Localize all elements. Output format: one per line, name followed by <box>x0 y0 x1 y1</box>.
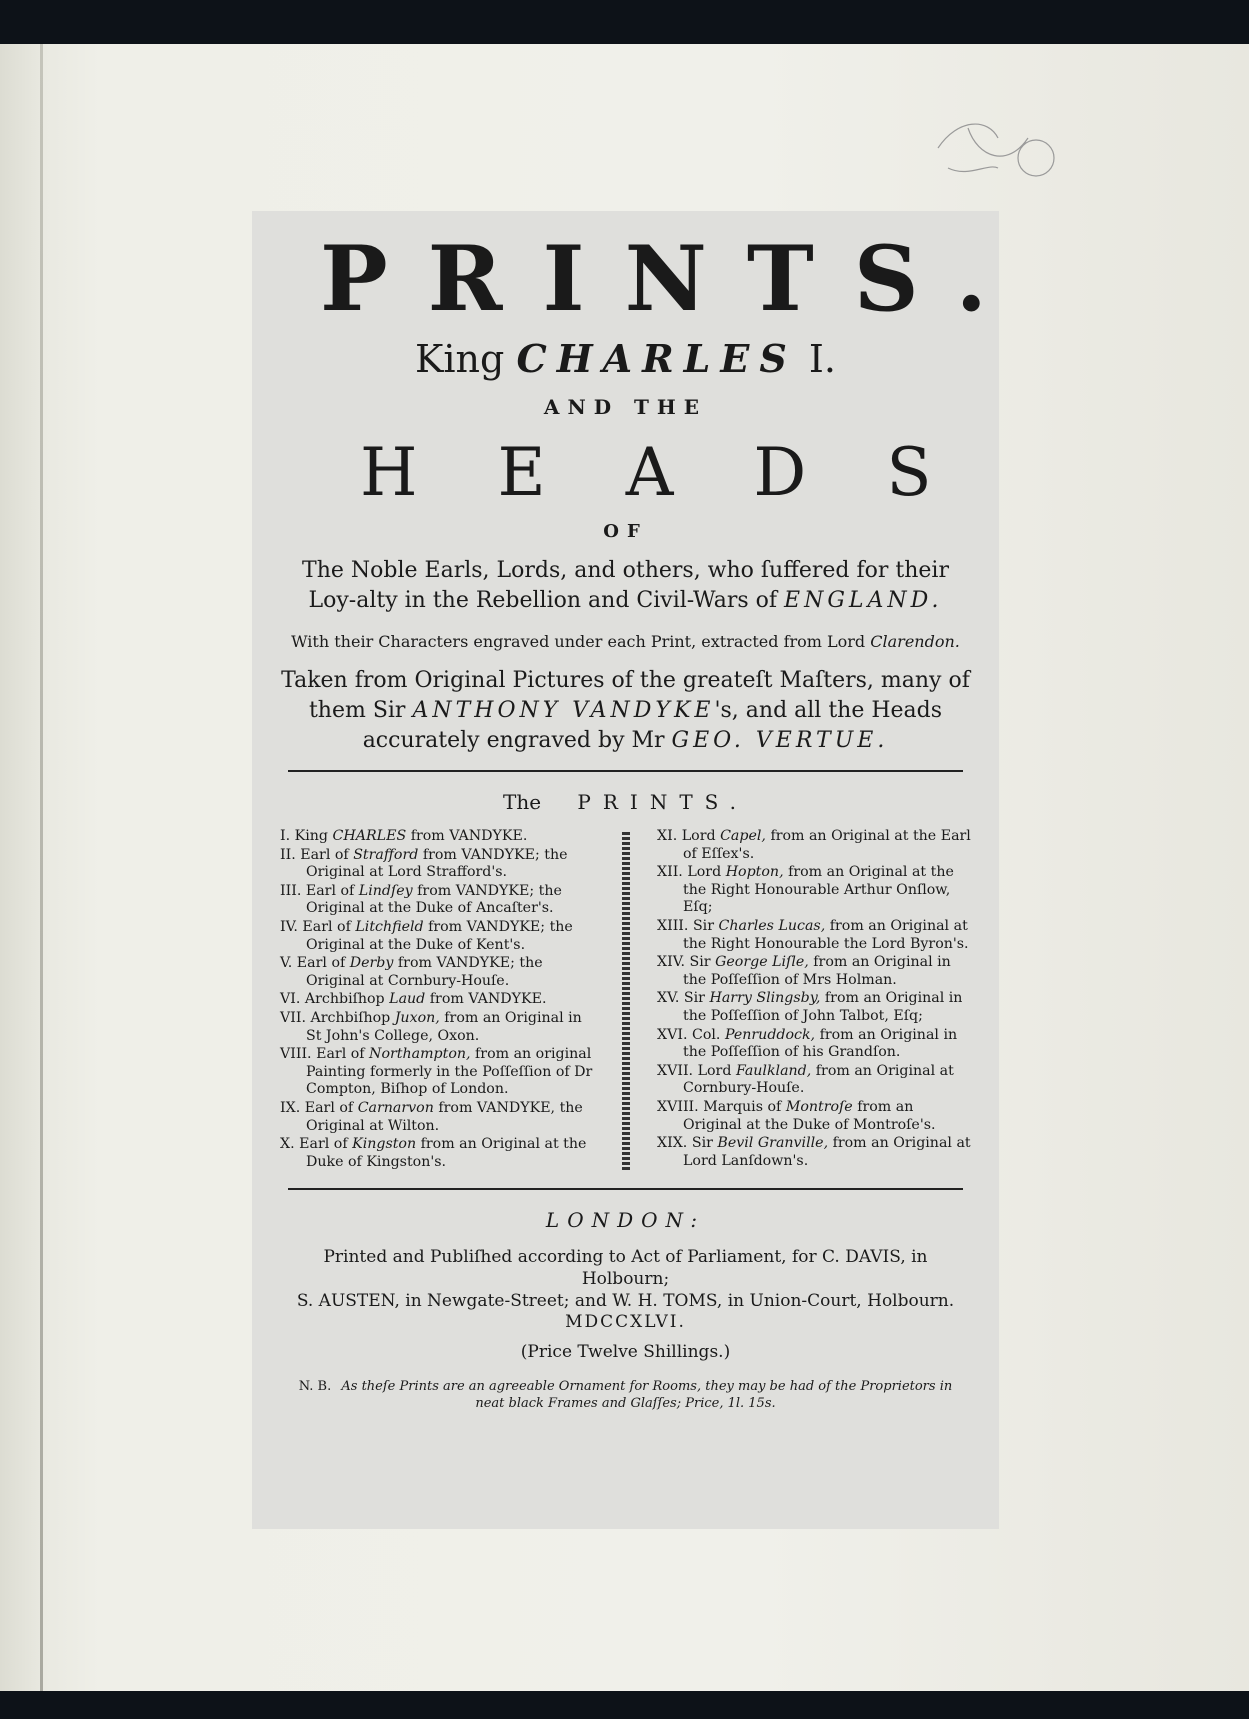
print-post: from an Original in the Poſſeſſion of Mrs Holman. <box>683 954 951 988</box>
list-item <box>657 918 971 953</box>
print-post: from an Original in the Poſſeſſion of his Grandſon. <box>683 1026 958 1061</box>
print-name: Carnarvon <box>357 1099 434 1116</box>
rule-bottom <box>288 1188 963 1190</box>
print-name: Faulkland, <box>735 1062 812 1079</box>
print-post: from VANDYKE; the Original at the Duke of Kent's. <box>306 918 573 953</box>
print-post: from an Original at the Right Honourable the Lord Byron's. <box>683 917 969 952</box>
pencil-annotation <box>928 108 1078 188</box>
print-num: XIV. <box>657 954 685 971</box>
nb-label: N. B. <box>298 1379 332 1395</box>
print-post: from VANDYKE; the Original at Lord Strafford's. <box>306 846 568 881</box>
taken-part1: Taken from Original Pictures of the greateſt Maſters, many of them Sir <box>281 668 970 723</box>
prints-list-left <box>280 828 594 1172</box>
subtitle-country: ENGLAND. <box>784 588 943 613</box>
print-name: Harry Slingsby, <box>709 990 821 1007</box>
print-post: from VANDYKE, the Original at Wilton. <box>306 1099 583 1134</box>
list-item <box>657 1099 971 1134</box>
heads-title: HEADS <box>360 434 1012 511</box>
print-num: I. <box>280 828 291 844</box>
imprint-text <box>280 1246 971 1312</box>
and-the-line: AND THE <box>543 395 708 419</box>
print-pre: King <box>294 828 328 844</box>
print-num: V. <box>280 955 293 972</box>
list-item <box>280 919 594 954</box>
print-name: Hopton, <box>725 864 784 881</box>
print-num: IX. <box>280 1099 301 1116</box>
print-pre: Earl of <box>316 1046 365 1063</box>
print-num: II. <box>280 846 296 863</box>
print-pre: Sir <box>692 917 714 934</box>
print-post: from an Original at the Duke of Montroſe's. <box>683 1098 936 1133</box>
list-item <box>280 991 594 1009</box>
ornamental-divider <box>622 832 630 1172</box>
print-pre: Earl of <box>299 1136 348 1153</box>
rule-top <box>288 770 963 772</box>
print-pre: Lord <box>687 864 722 881</box>
main-title: PRINTS. <box>320 226 1027 332</box>
print-name: Montroſe <box>785 1098 853 1115</box>
list-item <box>280 847 594 882</box>
print-num: XV. <box>657 990 680 1007</box>
subtitle-text: The Noble Earls, Lords, and others, who ſuffered for their Loy-alty in the Rebellion and Civil-Wars of <box>302 558 949 613</box>
list-item <box>280 1010 594 1045</box>
characters-text: With their Characters engraved under each Print, extracted from Lord <box>291 632 866 651</box>
print-post: from an Original at the Earl of Eſſex's. <box>683 828 971 862</box>
print-num: XIX. <box>657 1135 688 1152</box>
print-post: from VANDYKE. <box>429 991 547 1008</box>
list-item <box>280 1100 594 1135</box>
print-pre: Archbiſhop <box>304 991 385 1008</box>
nb-text: As theſe Prints are an agreeable Ornament for Rooms, they may be had of the Proprietors in neat black Frames and Glaſſes; Price, 1l. 15s. <box>341 1379 953 1412</box>
print-post: from an Original at the Duke of Kingston's. <box>306 1136 587 1170</box>
print-num: VIII. <box>280 1046 312 1063</box>
print-post: from an Original at Cornbury-Houſe. <box>683 1062 954 1097</box>
nota-bene <box>280 1378 971 1412</box>
print-post: from VANDYKE; the Original at Cornbury-Houſe. <box>306 955 543 989</box>
print-post: from an Original at Lord Lanſdown's. <box>683 1135 971 1169</box>
print-name: Capel, <box>720 828 766 844</box>
print-pre: Archbiſhop <box>310 1009 391 1026</box>
list-item <box>657 954 971 989</box>
print-name: Bevil Granville, <box>717 1135 829 1152</box>
list-item <box>657 1063 971 1098</box>
prints-heading <box>280 790 971 814</box>
print-num: XVIII. <box>657 1098 699 1115</box>
subtitle <box>280 556 971 616</box>
print-num: VI. <box>280 991 301 1008</box>
prints-list-right <box>657 828 971 1172</box>
taken-part2: 's, and all the Heads accurately engraved by Mr <box>362 698 943 753</box>
list-item <box>280 1136 594 1171</box>
print-post: from VANDYKE. <box>410 828 528 844</box>
list-item <box>280 883 594 918</box>
print-pre: Sir <box>683 990 705 1007</box>
king-name: CHARLES <box>516 336 797 381</box>
king-prefix: King <box>415 337 505 381</box>
imprint-city: LONDON: <box>545 1208 706 1233</box>
print-num: XI. <box>657 828 678 844</box>
prints-heading-the: The <box>502 790 542 814</box>
print-pre: Lord <box>681 828 716 844</box>
print-name: Northampton, <box>369 1046 471 1063</box>
list-item <box>280 955 594 990</box>
print-name: CHARLES <box>332 828 407 844</box>
print-pre: Earl of <box>302 918 351 935</box>
print-post: from an Original at the the Right Honourable Arthur Onſlow, Eſq; <box>683 864 954 916</box>
print-name: Laud <box>389 991 426 1008</box>
print-pre: Col. <box>691 1026 721 1043</box>
print-name: Strafford <box>353 846 419 863</box>
print-num: III. <box>280 882 302 899</box>
print-name: Juxon, <box>394 1009 440 1026</box>
of-line: OF <box>603 521 648 542</box>
prints-list <box>280 828 971 1172</box>
print-pre: Marquis of <box>703 1098 782 1115</box>
taken-painter: ANTHONY VANDYKE <box>412 698 715 723</box>
print-num: XVI. <box>657 1026 688 1043</box>
print-pre: Earl of <box>304 1099 354 1116</box>
list-item <box>657 990 971 1025</box>
book-spine <box>40 44 43 1691</box>
print-pre: Sir <box>689 954 711 971</box>
list-item <box>657 1027 971 1062</box>
king-line <box>280 335 971 383</box>
print-name: Litchfield <box>355 918 424 935</box>
print-num: XIII. <box>657 917 689 934</box>
print-name: Derby <box>349 955 394 972</box>
list-item <box>657 1135 971 1170</box>
print-num: VII. <box>280 1009 306 1026</box>
imprint-line-2: S. AUSTEN, in Newgate-Street; and W. H. TOMS, in Union-Court, Holbourn. <box>296 1291 955 1312</box>
price-line: (Price Twelve Shillings.) <box>520 1342 731 1363</box>
characters-author: Clarendon. <box>870 632 960 651</box>
list-item <box>657 864 971 917</box>
print-pre: Earl of <box>296 955 346 972</box>
print-post: from VANDYKE; the Original at the Duke of Ancaſter's. <box>306 882 562 917</box>
print-name: Kingston <box>352 1136 417 1153</box>
imprint-line-1: Printed and Publiſhed according to Act of Parliament, for C. DAVIS, in Holbourn; <box>323 1247 928 1290</box>
print-pre: Earl of <box>305 882 355 899</box>
print-pre: Sir <box>691 1135 713 1152</box>
print-num: IV. <box>280 918 298 935</box>
print-post: from an Original in St John's College, Oxon. <box>306 1009 582 1044</box>
title-page-plate <box>252 211 1027 1529</box>
list-item <box>280 828 594 846</box>
print-num: XII. <box>657 864 683 881</box>
characters-line <box>280 630 971 654</box>
print-post: from an original Painting formerly in the Poſſeſſion of Dr Compton, Biſhop of London. <box>306 1046 593 1098</box>
print-name: Lindſey <box>358 882 413 899</box>
prints-heading-word: PRINTS. <box>577 790 749 814</box>
imprint-year: MDCCXLVI. <box>565 1312 686 1333</box>
print-name: Charles Lucas, <box>718 917 826 934</box>
taken-engraver: GEO. VERTUE. <box>671 728 889 753</box>
print-num: X. <box>280 1136 295 1153</box>
print-num: XVII. <box>657 1062 694 1079</box>
taken-line <box>280 666 971 756</box>
print-name: George Liſle, <box>715 954 809 971</box>
print-pre: Lord <box>697 1062 732 1079</box>
print-post: from an Original in the Poſſeſſion of John Talbot, Eſq; <box>683 990 963 1024</box>
print-pre: Earl of <box>300 846 349 863</box>
print-name: Penruddock, <box>724 1026 816 1043</box>
king-suffix: I. <box>808 337 836 381</box>
list-item <box>280 1046 594 1099</box>
list-item <box>657 828 971 863</box>
